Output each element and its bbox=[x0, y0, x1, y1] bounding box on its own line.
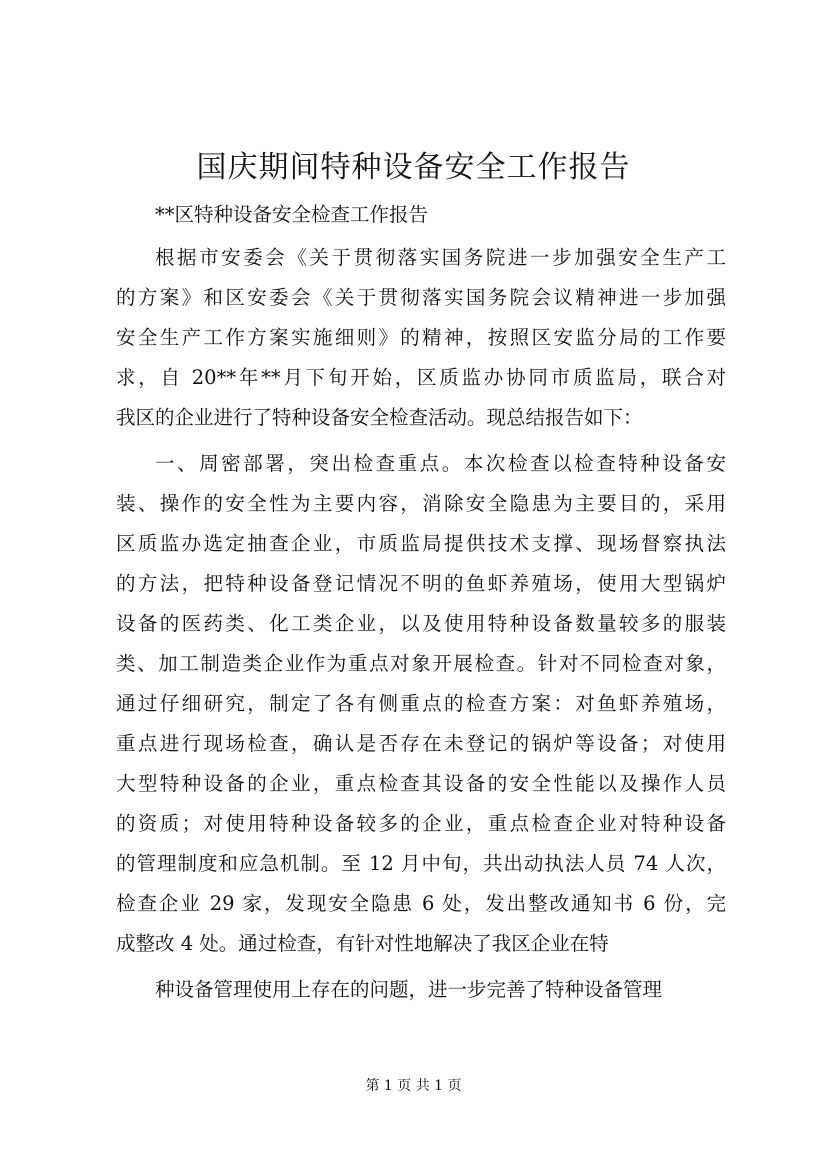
paragraph-line: 区质监办选定抽查企业，市质监局提供技术支撑、现场督察执法 bbox=[116, 532, 726, 555]
paragraph-line: 一、周密部署，突出检查重点。本次检查以检查特种设备安 bbox=[155, 452, 726, 475]
paragraph-line: 通过仔细研究，制定了各有侧重点的检查方案：对鱼虾养殖场， bbox=[116, 692, 726, 715]
paragraph-line: 求，自 20**年**月下旬开始，区质监办协同市质监局，联合对 bbox=[116, 366, 726, 389]
paragraph-line: 我区的企业进行了特种设备安全检查活动。现总结报告如下： bbox=[116, 406, 643, 429]
paragraph-line: 的资质；对使用特种设备较多的企业，重点检查企业对特种设备 bbox=[116, 812, 726, 835]
paragraph-line: 的方法，把特种设备登记情况不明的鱼虾养殖场，使用大型锅炉 bbox=[116, 572, 726, 595]
document-title: 国庆期间特种设备安全工作报告 bbox=[196, 150, 631, 185]
paragraph-line: 的方案》和区安委会《关于贯彻落实国务院会议精神进一步加强 bbox=[116, 286, 726, 309]
paragraph-line: 检查企业 29 家，发现安全隐患 6 处，发出整改通知书 6 份，完 bbox=[116, 892, 726, 915]
paragraph-line: 类、加工制造类企业作为重点对象开展检查。针对不同检查对象， bbox=[116, 652, 726, 675]
document-subtitle: **区特种设备安全检查工作报告 bbox=[155, 203, 429, 226]
paragraph-line: 安全生产工作方案实施细则》的精神，按照区安监分局的工作要 bbox=[116, 326, 726, 349]
paragraph-line: 成整改 4 处。通过检查，有针对性地解决了我区企业在特 bbox=[116, 932, 609, 955]
paragraph-line: 重点进行现场检查，确认是否存在未登记的锅炉等设备；对使用 bbox=[116, 732, 726, 755]
paragraph-line: 大型特种设备的企业，重点检查其设备的安全性能以及操作人员 bbox=[116, 772, 726, 795]
paragraph-line: 装、操作的安全性为主要内容，消除安全隐患为主要目的，采用 bbox=[116, 492, 726, 515]
paragraph-line: 的管理制度和应急机制。至 12 月中旬，共出动执法人员 74 人次， bbox=[116, 852, 726, 875]
page-number-footer: 第 1 页 共 1 页 bbox=[365, 1078, 462, 1094]
paragraph-line: 种设备管理使用上存在的问题，进一步完善了特种设备管理 bbox=[155, 978, 663, 1001]
paragraph-line: 根据市安委会《关于贯彻落实国务院进一步加强安全生产工 bbox=[155, 246, 726, 269]
paragraph-line: 设备的医药类、化工类企业，以及使用特种设备数量较多的服装 bbox=[116, 612, 726, 635]
